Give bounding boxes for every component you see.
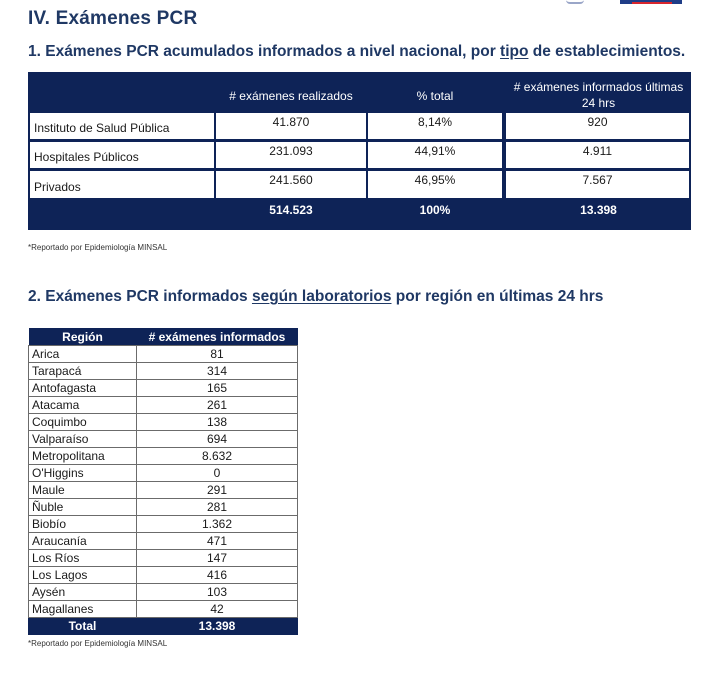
table-row <box>29 431 298 448</box>
section2-title: 2. Exámenes PCR informados según laboratorios por región en últimas 24 hrs <box>28 288 604 305</box>
table-row <box>29 346 298 363</box>
region-name: Valparaíso <box>29 431 137 448</box>
total-ult24: 13.398 <box>580 203 617 217</box>
cell-ult24: 7.567 <box>506 171 689 198</box>
region-value: 314 <box>137 363 298 380</box>
table-row <box>29 550 298 567</box>
government-logo-fragment <box>620 0 682 4</box>
region-name: Araucanía <box>29 533 137 550</box>
region-value: 471 <box>137 533 298 550</box>
region-value: 1.362 <box>137 516 298 533</box>
table-row <box>29 448 298 465</box>
cell-realizados: 231.093 <box>216 142 366 168</box>
region-name: Ñuble <box>29 499 137 516</box>
table-row <box>29 516 298 533</box>
table-row <box>29 380 298 397</box>
cell-pct: 46,95% <box>368 171 502 198</box>
region-value: 103 <box>137 584 298 601</box>
region-name: Metropolitana <box>29 448 137 465</box>
table-row <box>29 601 298 618</box>
region-name: Atacama <box>29 397 137 414</box>
table-row <box>29 465 298 482</box>
region-name: O'Higgins <box>29 465 137 482</box>
region-value: 694 <box>137 431 298 448</box>
table-row <box>29 499 298 516</box>
region-name: Aysén <box>29 584 137 601</box>
cell-ult24: 920 <box>506 113 689 139</box>
source-note: *Reportado por Epidemiología MINSAL <box>28 639 168 648</box>
page-title: IV. Exámenes PCR <box>28 8 198 29</box>
table-row <box>29 414 298 431</box>
table-row <box>29 584 298 601</box>
region-name: Tarapacá <box>29 363 137 380</box>
region-name: Biobío <box>29 516 137 533</box>
row-label: Privados <box>30 171 214 198</box>
col-header-informados: # exámenes informados <box>137 328 298 346</box>
region-name: Coquimbo <box>29 414 137 431</box>
col-header-region: Región <box>29 328 137 346</box>
cell-pct: 8,14% <box>368 113 502 139</box>
table-row <box>29 482 298 499</box>
total-row <box>29 618 298 635</box>
region-name: Los Lagos <box>29 567 137 584</box>
region-name: Antofagasta <box>29 380 137 397</box>
region-name: Los Ríos <box>29 550 137 567</box>
region-value: 281 <box>137 499 298 516</box>
table-row <box>29 533 298 550</box>
region-value: 147 <box>137 550 298 567</box>
region-value: 291 <box>137 482 298 499</box>
region-value: 81 <box>137 346 298 363</box>
col-header-realizados: # exámenes realizados <box>229 89 353 103</box>
row-label: Instituto de Salud Pública <box>30 113 214 139</box>
total-realizados: 514.523 <box>269 203 313 217</box>
cell-ult24: 4.911 <box>506 142 689 168</box>
cell-realizados: 41.870 <box>216 113 366 139</box>
ministry-logo-fragment <box>566 0 584 4</box>
row-label: Hospitales Públicos <box>30 142 214 168</box>
cell-realizados: 241.560 <box>216 171 366 198</box>
region-rows <box>29 346 298 618</box>
region-name: Magallanes <box>29 601 137 618</box>
table-row <box>29 567 298 584</box>
total-label: Total <box>29 618 137 635</box>
col-header-pct: % total <box>416 89 454 103</box>
region-value: 42 <box>137 601 298 618</box>
region-table <box>28 328 298 635</box>
section1-title: 1. Exámenes PCR acumulados informados a nivel nacional, por tipo de establecimientos. <box>28 43 686 60</box>
region-value: 165 <box>137 380 298 397</box>
region-value: 138 <box>137 414 298 431</box>
total-pct: 100% <box>419 203 451 217</box>
region-value: 0 <box>137 465 298 482</box>
establishment-table <box>28 72 691 230</box>
region-name: Maule <box>29 482 137 499</box>
region-value: 8.632 <box>137 448 298 465</box>
region-value: 261 <box>137 397 298 414</box>
source-note: *Reportado por Epidemiología MINSAL <box>28 243 168 252</box>
col-header-ult24: # exámenes informados últimas 24 hrs <box>513 80 684 110</box>
region-name: Arica <box>29 346 137 363</box>
total-value: 13.398 <box>137 618 298 635</box>
table-row <box>29 363 298 380</box>
table-row <box>29 397 298 414</box>
region-value: 416 <box>137 567 298 584</box>
cell-pct: 44,91% <box>368 142 502 168</box>
